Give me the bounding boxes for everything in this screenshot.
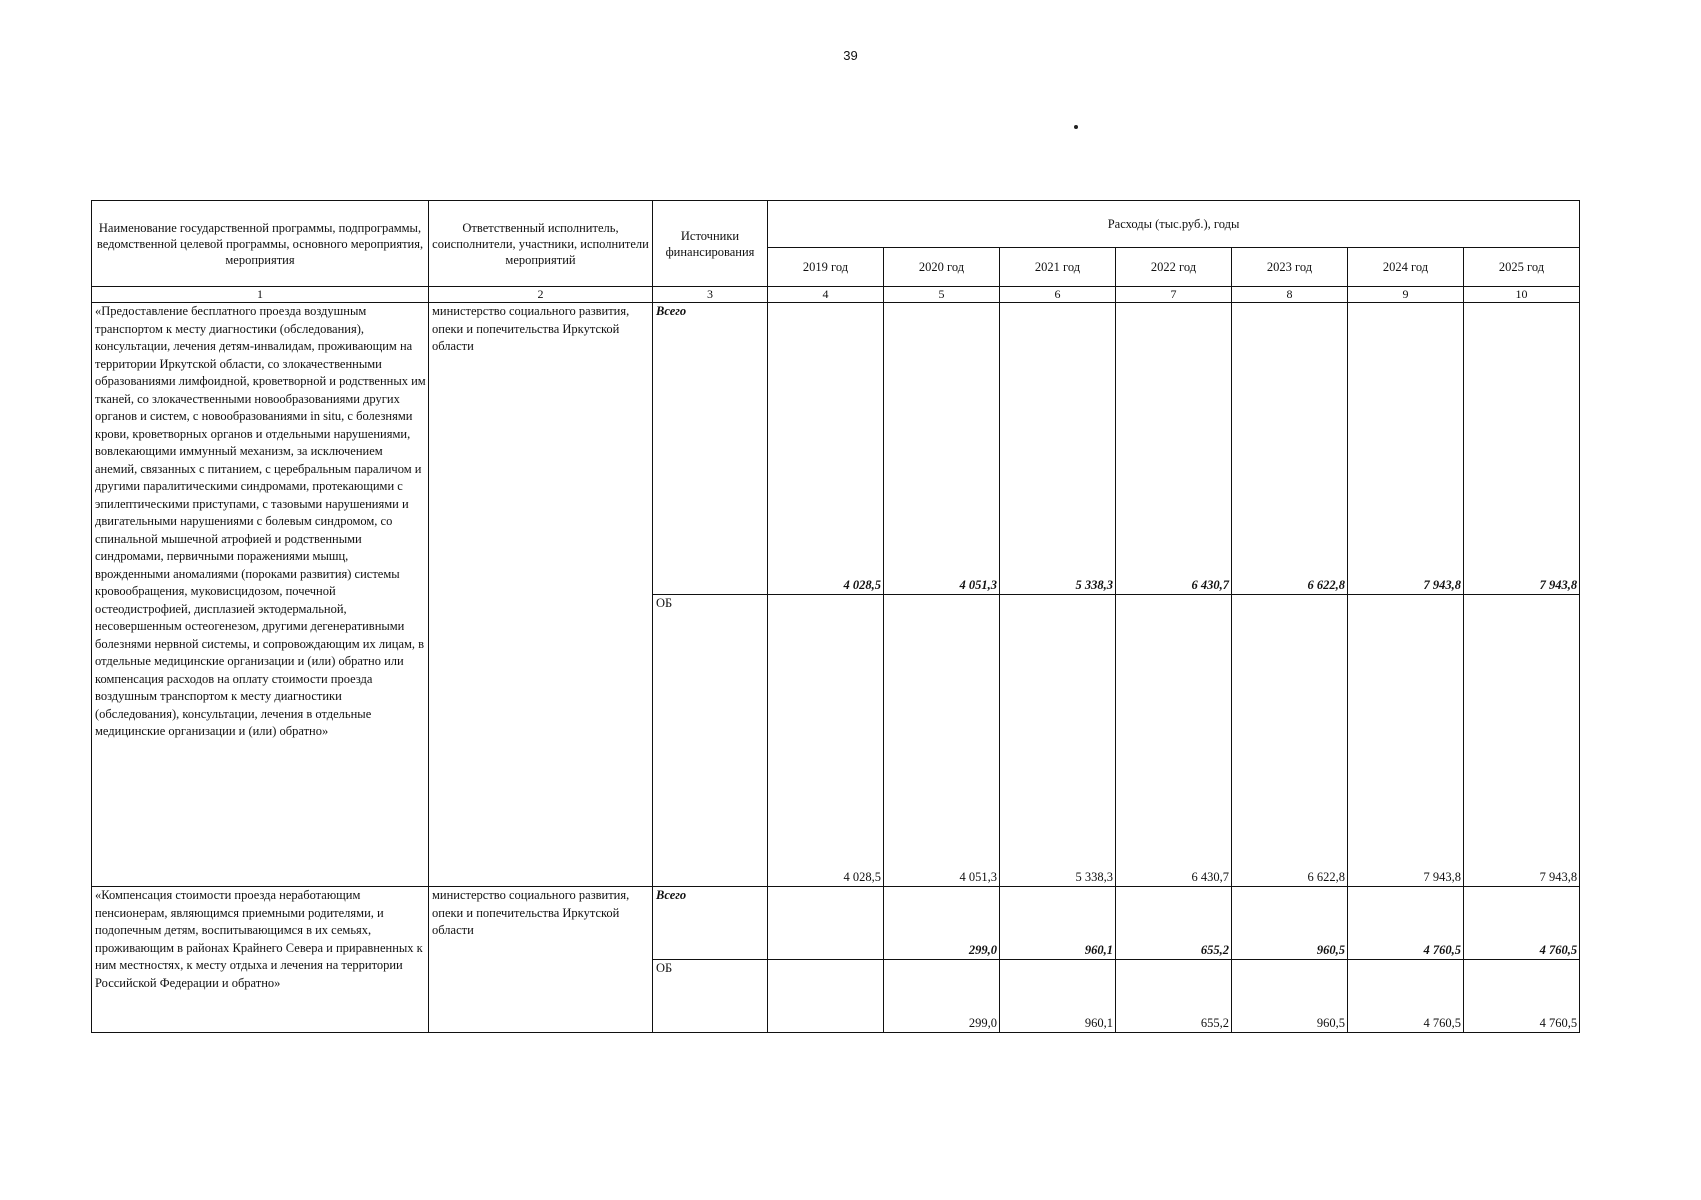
value-cell: 7 943,8 [1464, 303, 1580, 595]
value-cell: 4 051,3 [884, 595, 1000, 887]
value-cell: 960,5 [1232, 887, 1348, 960]
value-cell: 960,5 [1232, 960, 1348, 1033]
header-funding-source: Источники финансирования [653, 201, 768, 287]
value-cell: 6 430,7 [1116, 303, 1232, 595]
header-year: 2024 год [1348, 248, 1464, 287]
column-number: 4 [768, 287, 884, 303]
value-cell: 4 760,5 [1464, 887, 1580, 960]
value-cell: 5 338,3 [1000, 303, 1116, 595]
value-cell: 4 051,3 [884, 303, 1000, 595]
scan-speck [1074, 125, 1078, 129]
table-header-row [92, 201, 1580, 248]
value-cell: 6 622,8 [1232, 303, 1348, 595]
executor-cell: министерство социального развития, опеки и попечительства Иркутской области [429, 887, 653, 1033]
value-cell [768, 887, 884, 960]
column-number: 9 [1348, 287, 1464, 303]
column-number: 2 [429, 287, 653, 303]
value-cell: 6 622,8 [1232, 595, 1348, 887]
header-year: 2019 год [768, 248, 884, 287]
value-cell: 4 028,5 [768, 303, 884, 595]
column-number: 5 [884, 287, 1000, 303]
value-cell: 7 943,8 [1348, 595, 1464, 887]
column-number: 6 [1000, 287, 1116, 303]
source-total-cell: Всего [653, 303, 768, 595]
value-cell [768, 960, 884, 1033]
value-cell: 655,2 [1116, 887, 1232, 960]
header-expenses: Расходы (тыс.руб.), годы [768, 201, 1580, 248]
header-year: 2023 год [1232, 248, 1348, 287]
value-cell: 4 760,5 [1348, 960, 1464, 1033]
source-ob-cell: ОБ [653, 960, 768, 1033]
value-cell: 7 943,8 [1348, 303, 1464, 595]
page-number: 39 [843, 48, 858, 63]
table-row [92, 303, 1580, 595]
value-cell: 4 760,5 [1348, 887, 1464, 960]
source-ob-cell: ОБ [653, 595, 768, 887]
column-number: 7 [1116, 287, 1232, 303]
value-cell: 4 760,5 [1464, 960, 1580, 1033]
header-executor: Ответственный исполнитель, соисполнители, участники, исполнители мероприятий [429, 201, 653, 287]
header-year: 2021 год [1000, 248, 1116, 287]
value-cell: 299,0 [884, 960, 1000, 1033]
value-cell: 4 028,5 [768, 595, 884, 887]
header-year: 2025 год [1464, 248, 1580, 287]
source-total-cell: Всего [653, 887, 768, 960]
executor-cell: министерство социального развития, опеки и попечительства Иркутской области [429, 303, 653, 887]
value-cell: 960,1 [1000, 887, 1116, 960]
value-cell: 7 943,8 [1464, 595, 1580, 887]
column-number: 3 [653, 287, 768, 303]
column-number: 1 [92, 287, 429, 303]
value-cell: 6 430,7 [1116, 595, 1232, 887]
header-program-name: Наименование государственной программы, подпрограммы, ведомственной целевой программы, основного мероприятия, мероприятия [92, 201, 429, 287]
column-number: 8 [1232, 287, 1348, 303]
value-cell: 960,1 [1000, 960, 1116, 1033]
header-year: 2022 год [1116, 248, 1232, 287]
program-name-cell: «Компенсация стоимости проезда неработающим пенсионерам, являющимся приемными родителями, и подопечным детям, воспитывающимся в их семьях, проживающим в районах Крайнего Севера и приравненных к ним местностях, к месту отдыха и лечения на территории Российской Федерации и обратно» [92, 887, 429, 1033]
header-year: 2020 год [884, 248, 1000, 287]
column-number: 10 [1464, 287, 1580, 303]
table-row [92, 887, 1580, 960]
value-cell: 655,2 [1116, 960, 1232, 1033]
value-cell: 5 338,3 [1000, 595, 1116, 887]
value-cell: 299,0 [884, 887, 1000, 960]
program-name-cell: «Предоставление бесплатного проезда воздушным транспортом к месту диагностики (обследования), консультации, лечения детям-инвалидам, проживающим на территории Иркутской области, со злокачественными образованиями лимфоидной, кроветворной и родственных им тканей, со злокачественными новообразованиями других органов и систем, с новообразованиями in situ, с болезнями крови, кроветворных органов и отдельными нарушениями, вовлекающими иммунный механизм, за исключением анемий, связанных с питанием, с церебральным параличом и другими паралитическими синдромами, протекающими с эпилептическими приступами, с тазовыми нарушениями и двигательными нарушениями с болевым синдромом, со спинальной мышечной атрофией и родственными синдромами, первичными поражениями мышц, врожденными аномалиями (пороками развития) системы кровообращения, муковисцидозом, почечной остеодистрофией, дисплазией эктодермальной, несовершенным остеогенезом, другими дегенеративными болезнями нервной системы, и сопровождающим их лицам, в отдельные медицинские организации и (или) обратно или компенсация расходов на оплату стоимости проезда воздушным транспортом к месту диагностики (обследования), консультации, лечения в отдельные медицинские организации и (или) обратно» [92, 303, 429, 887]
budget-table [91, 200, 1580, 1033]
column-numbers-row [92, 287, 1580, 303]
